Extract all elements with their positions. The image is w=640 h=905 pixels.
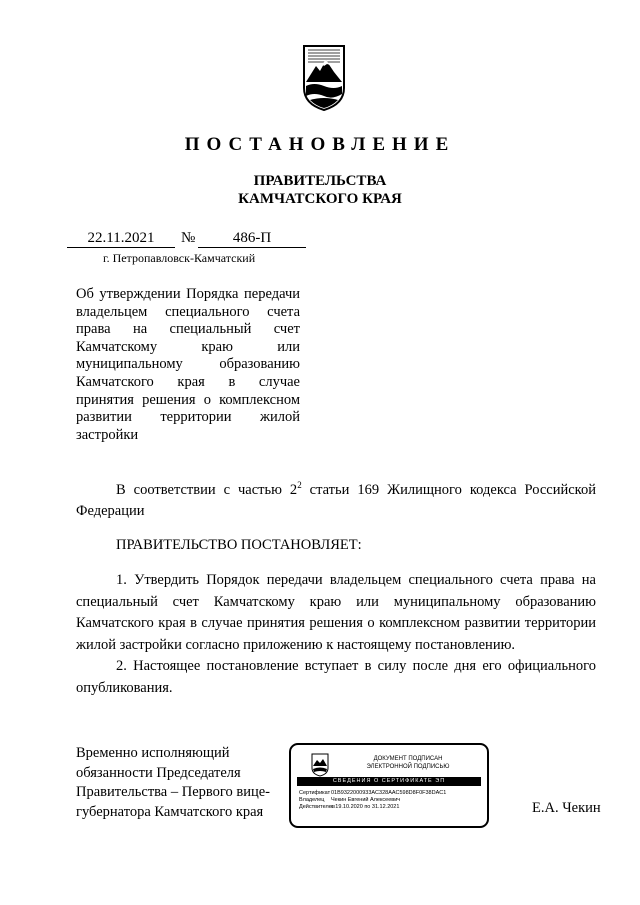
- item-1: 1. Утвердить Порядок передачи владельцем специального счета права на специальный счет Камчатскому краю или муниципальному образованию Камчатского края в случае принятия решения о комплексном развитии территории жилой застройки согласно приложению к настоящему постановлению.: [76, 572, 596, 653]
- document-number: 486-П: [198, 229, 306, 248]
- city: г. Петропавловск-Камчатский: [103, 251, 256, 265]
- valid-value: с 19.10.2020 по 31.12.2021: [331, 804, 400, 810]
- cert-label: Сертификат: [299, 790, 331, 796]
- owner-value: Чекин Евгений Алексеевич: [331, 797, 401, 803]
- signer-line: Временно исполняющий: [76, 745, 230, 761]
- valid-row: [299, 804, 399, 811]
- signature-header: [333, 755, 483, 771]
- preamble-superscript: 2: [297, 480, 302, 490]
- cert-value: 01B9322000933AC328AAC598D8F0F38DAC1: [331, 790, 447, 796]
- signature-header-line2: ЭЛЕКТРОННОЙ ПОДПИСЬЮ: [366, 764, 450, 770]
- issuer-block: [0, 172, 640, 208]
- preamble-paragraph: [76, 475, 596, 523]
- document-subject: Об утверждении Порядка передачи владельцем специального счета права на специальный счет Камчатскому краю или муниципальному образованию Камчатского края в случае принятия решения о комплексном развитии территории жилой застройки: [76, 286, 300, 443]
- signer-line: обязанности Председателя: [76, 764, 241, 781]
- cert-row: [299, 790, 446, 797]
- resolves-line: ПРАВИТЕЛЬСТВО ПОСТАНОВЛЯЕТ:: [116, 537, 362, 553]
- signer-name: Е.А. Чекин: [532, 800, 601, 816]
- owner-label: Владелец: [299, 797, 325, 803]
- signature-header-line1: ДОКУМЕНТ ПОДПИСАН: [373, 756, 443, 762]
- number-sign: №: [181, 230, 196, 246]
- signer-line: губернатора Камчатского края: [76, 803, 264, 820]
- preamble-rest: статьи 169 Жилищного кодекса Российской Федерации: [76, 481, 596, 520]
- preamble-text: В соответствии с частью 2: [116, 481, 298, 498]
- document-title: ПОСТАНОВЛЕНИЕ: [184, 134, 456, 155]
- item-2: 2. Настоящее постановление вступает в силу после дня его официального опубликования.: [76, 658, 596, 696]
- electronic-signature-stamp: [289, 743, 489, 828]
- kamchatka-emblem-icon: [302, 44, 346, 112]
- issuer-line1: ПРАВИТЕЛЬСТВА: [253, 173, 387, 189]
- valid-label: Действителен: [299, 804, 335, 810]
- signer-position: [76, 744, 286, 822]
- issuer-line2: КАМЧАТСКОГО КРАЯ: [238, 191, 402, 207]
- certificate-bar: СВЕДЕНИЯ О СЕРТИФИКАТЕ ЭП: [297, 777, 481, 786]
- document-date: 22.11.2021: [67, 229, 175, 248]
- signer-line: Правительства – Первого вице-: [76, 784, 270, 800]
- owner-row: [299, 797, 400, 804]
- emblem-small-icon: [311, 753, 329, 777]
